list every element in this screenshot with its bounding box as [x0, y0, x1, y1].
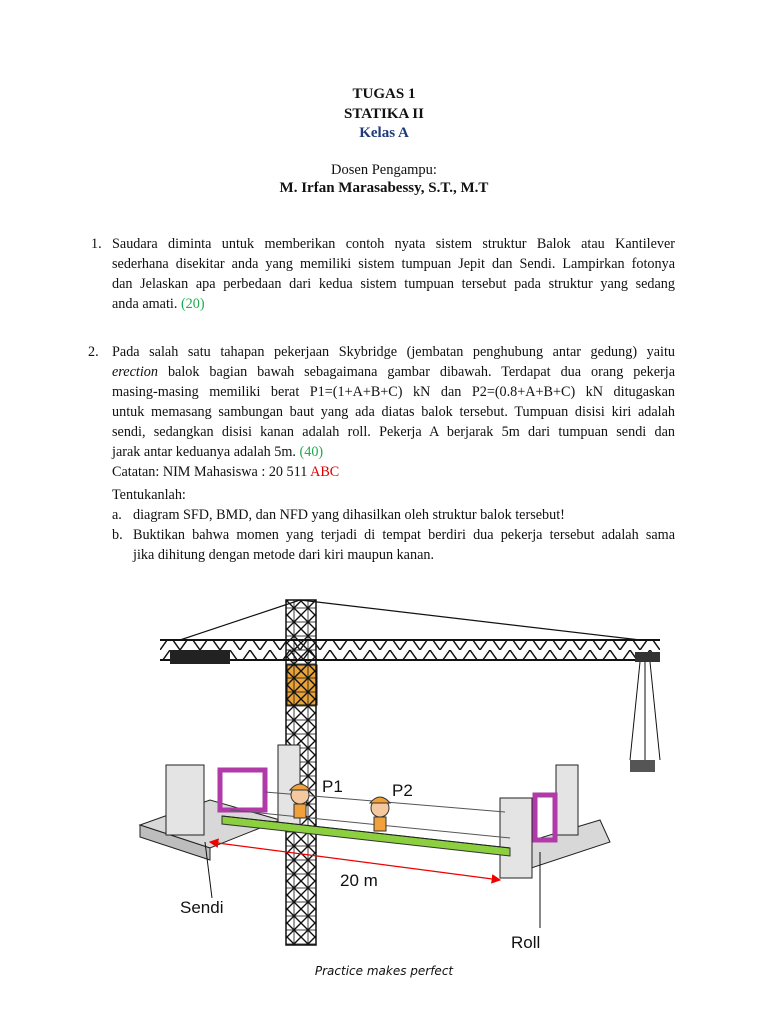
q2-line-5: sendi, sedangkan disisi kanan adalah roll. Pekerja A berjarak 5m dari tumpuan sendi dan	[112, 424, 675, 440]
task-b-marker: b.	[112, 527, 123, 543]
task-a-text: diagram SFD, BMD, dan NFD yang dihasilkan oleh struktur balok tersebut!	[133, 507, 565, 523]
q1-last-line-text: anda amati.	[112, 296, 178, 312]
q2-tentukan: Tentukanlah:	[112, 487, 186, 503]
lecturer-label: Dosen Pengampu:	[331, 162, 437, 178]
task-a-marker: a.	[112, 507, 122, 523]
course-name: STATIKA II	[344, 106, 424, 122]
q2-score: (40)	[299, 444, 324, 460]
q1-score: (20)	[180, 296, 205, 312]
q2-erection-term: erection	[112, 364, 158, 380]
q2-line-1: Pada salah satu tahapan pekerjaan Skybridge (jembatan penghubung antar gedung) yaitu	[112, 344, 675, 360]
crane-jib	[160, 600, 660, 664]
q1-text	[112, 234, 675, 314]
task-b-line-1: Buktikan bahwa momen yang terjadi di tempat berdiri dua pekerja tersebut adalah sama	[133, 527, 675, 543]
q2-note-label: Catatan: NIM Mahasiswa : 20 511	[112, 464, 308, 480]
q2-line-3: masing-masing memiliki berat P1=(1+A+B+C) kN dan P2=(0.8+A+B+C) kN ditugaskan	[112, 384, 675, 400]
q2-line-4: untuk memasang sambungan baut yang ada diatas balok tersebut. Tumpuan disisi kiri adalah	[112, 404, 675, 420]
crane-hook	[630, 662, 660, 772]
q1-line-1: Saudara diminta untuk memberikan contoh nyata sistem struktur Balok atau Kantilever	[112, 236, 675, 252]
lecturer-name: M. Irfan Marasabessy, S.T., M.T	[279, 180, 489, 196]
skybridge-figure	[0, 580, 768, 960]
q1-line-3: dan Jelaskan apa perbedaan dari kedua sistem tumpuan tersebut pada struktur yang sedang	[112, 276, 675, 292]
label-p1: P1	[322, 777, 343, 796]
q2-line-6	[112, 442, 675, 462]
label-sendi: Sendi	[180, 898, 224, 917]
q1-line-2: sederhana disekitar anda yang memiliki sistem tumpuan Jepit dan Sendi. Lampirkan fotonya	[112, 256, 675, 272]
document-title: TUGAS 1	[352, 86, 416, 102]
q1-line-4	[112, 294, 675, 314]
q1-number: 1.	[91, 236, 102, 252]
label-roll: Roll	[511, 933, 541, 952]
q2-text	[112, 342, 675, 482]
label-span: 20 m	[340, 871, 378, 890]
q2-note	[112, 462, 675, 482]
q2-line-2	[112, 362, 675, 382]
class-name: Kelas A	[359, 125, 409, 141]
task-b-text	[133, 525, 675, 565]
right-support-block	[500, 765, 610, 878]
q2-line-2-rest: balok bagian bawah sebagaimana gambar dibawah. Terdapat dua orang pekerja	[167, 364, 676, 380]
q2-number: 2.	[88, 344, 99, 360]
label-p2: P2	[392, 781, 413, 800]
task-b-line-2: jika dihitung dengan metode dari kiri maupun kanan.	[133, 547, 435, 563]
footer-motto: Practice makes perfect	[314, 964, 454, 978]
q2-line-6-text: jarak antar keduanya adalah 5m.	[112, 444, 296, 460]
q2-note-code: ABC	[310, 464, 340, 480]
